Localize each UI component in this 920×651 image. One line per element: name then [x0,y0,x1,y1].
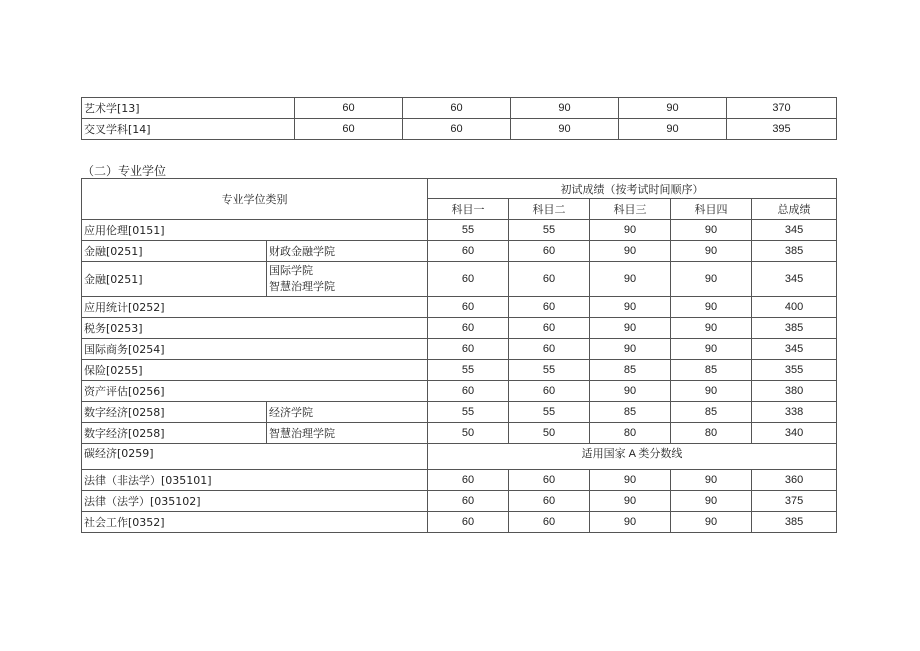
school-name [267,262,428,297]
degree-name: 社会工作[0352] [82,512,428,533]
table-row [82,318,837,339]
table-row [82,220,837,241]
score-subject-3: 90 [511,98,619,119]
score-total: 355 [752,360,837,381]
score-subject-2: 55 [509,360,590,381]
score-subject-1: 60 [295,98,403,119]
score-subject-3: 90 [590,339,671,360]
professional-degree-score-table [81,178,837,533]
discipline-name: 艺术学[13] [82,98,295,119]
score-subject-1: 60 [428,381,509,402]
score-subject-2: 55 [509,402,590,423]
table-row [82,381,837,402]
score-subject-3: 90 [590,262,671,297]
table-row [82,512,837,533]
degree-name: 保险[0255] [82,360,428,381]
score-subject-2: 60 [509,381,590,402]
table-row [82,98,837,119]
table-row [82,423,837,444]
score-subject-3: 85 [590,402,671,423]
score-total: 345 [752,262,837,297]
score-total: 370 [727,98,837,119]
score-subject-3: 85 [590,360,671,381]
academic-score-table [81,97,837,140]
subject-2-header: 科目二 [509,199,590,220]
score-subject-1: 60 [428,318,509,339]
score-total: 395 [727,119,837,140]
score-subject-1: 60 [428,339,509,360]
score-subject-4: 85 [671,402,752,423]
table-row [82,360,837,381]
score-subject-2: 60 [509,470,590,491]
score-subject-4: 90 [671,491,752,512]
score-subject-4: 90 [671,318,752,339]
degree-name: 数字经济[0258] [82,423,267,444]
section-title: （二）专业学位 [82,164,167,178]
score-subject-4: 90 [671,297,752,318]
score-total: 345 [752,220,837,241]
total-header: 总成绩 [752,199,837,220]
table-row [82,339,837,360]
school-name: 财政金融学院 [267,241,428,262]
score-note: 适用国家 A 类分数线 [428,444,837,470]
score-group-header: 初试成绩（按考试时间顺序） [428,179,837,199]
score-subject-3: 90 [590,470,671,491]
score-subject-1: 60 [428,262,509,297]
score-subject-4: 90 [619,98,727,119]
degree-name: 法律（非法学）[035101] [82,470,428,491]
score-subject-2: 60 [509,318,590,339]
score-subject-4: 80 [671,423,752,444]
score-subject-1: 55 [428,402,509,423]
table-row [82,402,837,423]
discipline-name: 交叉学科[14] [82,119,295,140]
score-total: 385 [752,318,837,339]
table-row [82,444,837,470]
score-total: 385 [752,241,837,262]
score-subject-2: 60 [403,98,511,119]
header-row [82,179,837,199]
table-row [82,241,837,262]
degree-name: 碳经济[0259] [82,444,428,470]
score-subject-4: 90 [671,241,752,262]
score-subject-2: 60 [403,119,511,140]
degree-name: 国际商务[0254] [82,339,428,360]
degree-name: 应用伦理[0151] [82,220,428,241]
score-subject-2: 60 [509,512,590,533]
score-subject-2: 55 [509,220,590,241]
score-subject-4: 90 [671,220,752,241]
table-row [82,470,837,491]
table-row [82,119,837,140]
score-subject-4: 90 [671,470,752,491]
score-subject-3: 90 [590,241,671,262]
school-name: 智慧治理学院 [267,423,428,444]
score-subject-3: 90 [590,381,671,402]
score-total: 338 [752,402,837,423]
score-subject-4: 90 [619,119,727,140]
score-subject-1: 50 [428,423,509,444]
category-header: 专业学位类别 [82,179,428,220]
score-subject-3: 90 [590,318,671,339]
score-subject-2: 60 [509,297,590,318]
degree-name: 金融[0251] [82,262,267,297]
score-subject-3: 90 [590,512,671,533]
score-total: 375 [752,491,837,512]
subject-1-header: 科目一 [428,199,509,220]
subject-3-header: 科目三 [590,199,671,220]
score-total: 340 [752,423,837,444]
score-total: 385 [752,512,837,533]
score-subject-4: 90 [671,339,752,360]
score-subject-4: 90 [671,262,752,297]
score-subject-4: 85 [671,360,752,381]
score-subject-1: 60 [428,512,509,533]
score-subject-3: 90 [511,119,619,140]
score-subject-1: 60 [428,297,509,318]
score-subject-1: 60 [428,241,509,262]
score-subject-2: 60 [509,491,590,512]
score-subject-4: 90 [671,512,752,533]
score-total: 400 [752,297,837,318]
degree-name: 法律（法学）[035102] [82,491,428,512]
school-name-line: 国际学院 [269,264,313,277]
score-subject-1: 60 [428,470,509,491]
score-subject-1: 60 [428,491,509,512]
degree-name: 税务[0253] [82,318,428,339]
score-total: 345 [752,339,837,360]
score-subject-2: 60 [509,241,590,262]
subject-4-header: 科目四 [671,199,752,220]
degree-name: 数字经济[0258] [82,402,267,423]
score-subject-3: 90 [590,220,671,241]
score-subject-2: 60 [509,262,590,297]
school-name: 经济学院 [267,402,428,423]
score-subject-1: 55 [428,360,509,381]
score-subject-3: 90 [590,491,671,512]
score-subject-4: 90 [671,381,752,402]
score-total: 380 [752,381,837,402]
degree-name: 金融[0251] [82,241,267,262]
school-name-line: 智慧治理学院 [269,280,335,293]
table-row [82,262,837,297]
degree-name: 资产评估[0256] [82,381,428,402]
score-subject-3: 80 [590,423,671,444]
degree-name: 应用统计[0252] [82,297,428,318]
score-subject-2: 60 [509,339,590,360]
score-subject-1: 60 [295,119,403,140]
score-subject-3: 90 [590,297,671,318]
score-total: 360 [752,470,837,491]
score-subject-2: 50 [509,423,590,444]
table-row [82,297,837,318]
score-subject-1: 55 [428,220,509,241]
table-row [82,491,837,512]
